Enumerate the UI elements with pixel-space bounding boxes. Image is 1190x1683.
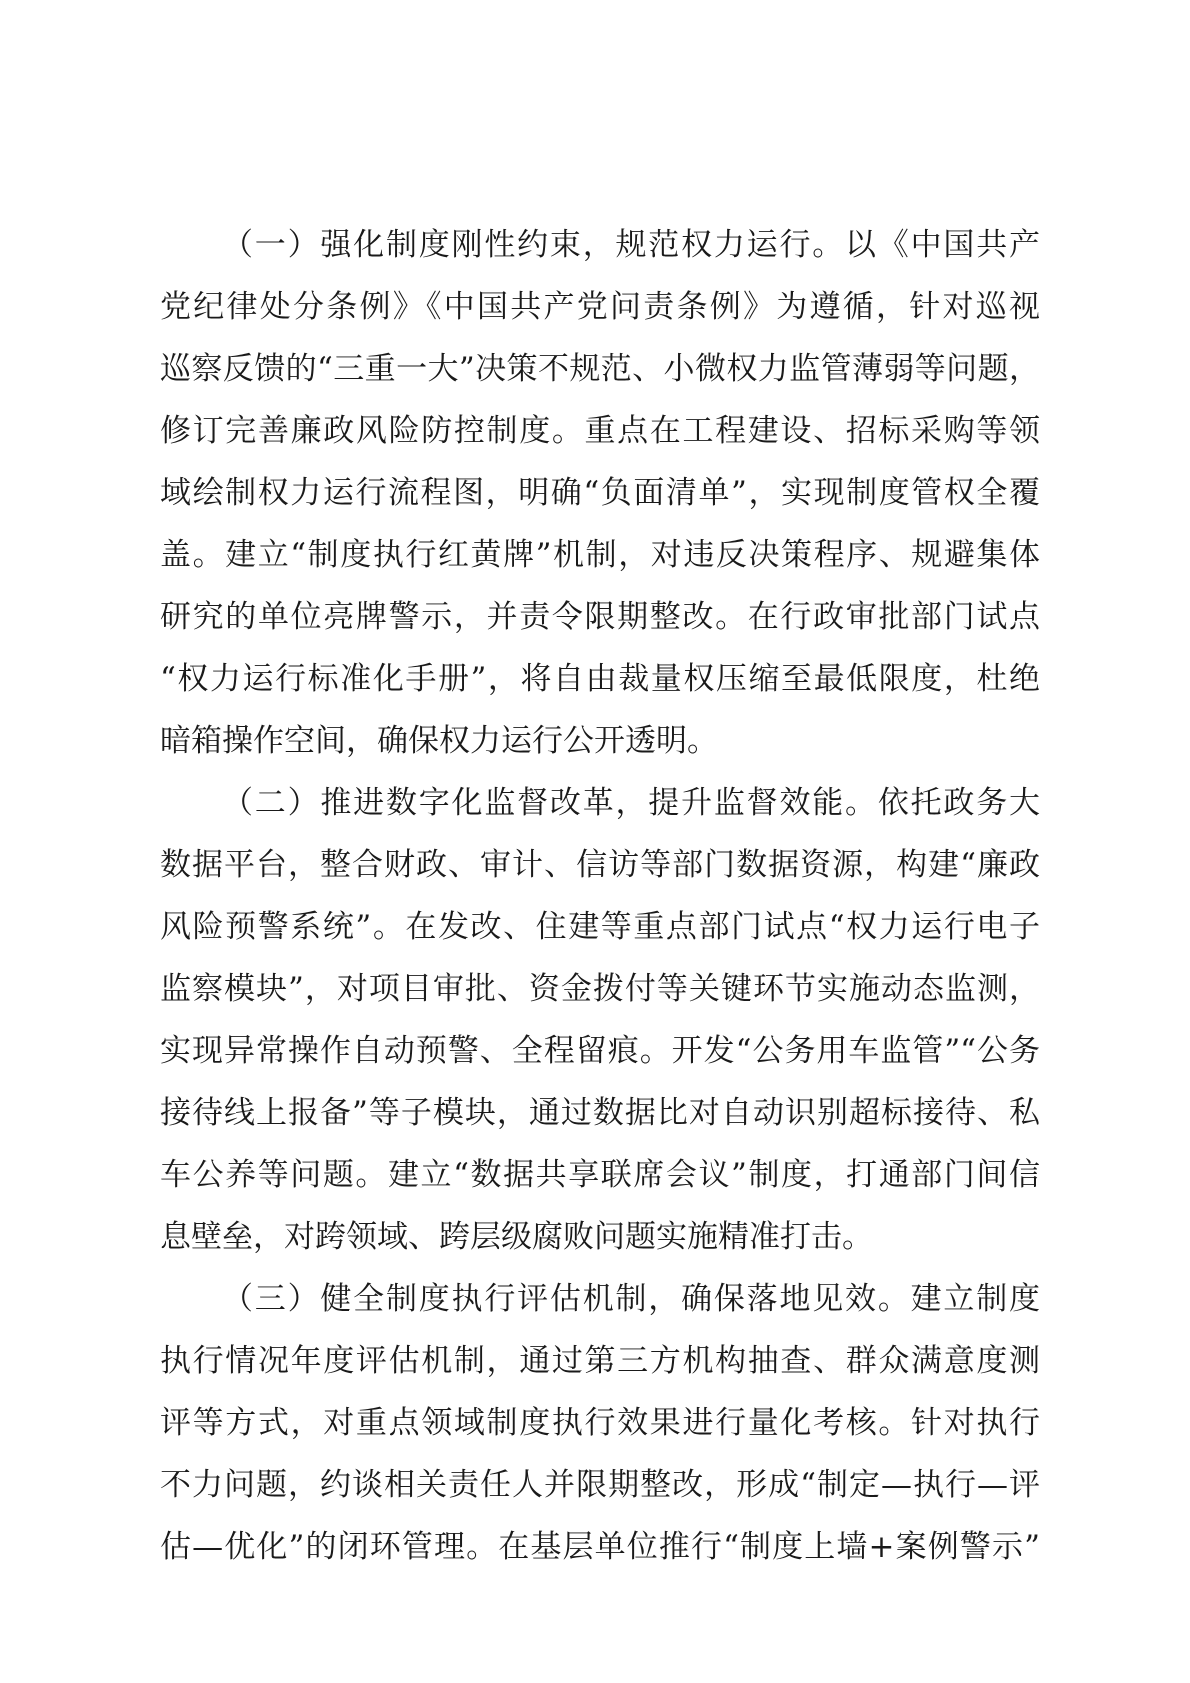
paragraph-1-line-3: 巡察反馈的“三重一大”决策不规范、小微权力监管薄弱等问题， — [160, 351, 1040, 387]
paragraph-1-line-5: 域绘制权力运行流程图，明确“负面清单”，实现制度管权全覆 — [160, 475, 1040, 511]
paragraph-1-line-8: “权力运行标准化手册”，将自由裁量权压缩至最低限度，杜绝 — [160, 661, 1040, 697]
paragraph-2-line-8: 息壁垒，对跨领域、跨层级腐败问题实施精准打击。 — [160, 1219, 873, 1255]
paragraph-3-line-2: 执行情况年度评估机制，通过第三方机构抽查、群众满意度测 — [160, 1343, 1040, 1379]
paragraph-2-line-6: 接待线上报备”等子模块，通过数据比对自动识别超标接待、私 — [160, 1095, 1040, 1131]
paragraph-2-line-4: 监察模块”，对项目审批、资金拨付等关键环节实施动态监测， — [160, 971, 1040, 1007]
paragraph-1-line-2: 党纪律处分条例》《中国共产党问责条例》为遵循，针对巡视 — [160, 289, 1040, 325]
paragraph-3-line-3: 评等方式，对重点领域制度执行效果进行量化考核。针对执行 — [160, 1405, 1040, 1441]
document-body — [160, 214, 1040, 1578]
paragraph-2-line-2: 数据平台，整合财政、审计、信访等部门数据资源，构建“廉政 — [160, 847, 1040, 883]
paragraph-2-line-1: （二）推进数字化监督改革，提升监督效能。依托政务大 — [222, 785, 1040, 821]
paragraph-2-line-3: 风险预警系统”。在发改、住建等重点部门试点“权力运行电子 — [160, 909, 1040, 945]
paragraph-1-line-7: 研究的单位亮牌警示，并责令限期整改。在行政审批部门试点 — [160, 599, 1040, 635]
paragraph-2-line-5: 实现异常操作自动预警、全程留痕。开发“公务用车监管”“公务 — [160, 1033, 1040, 1069]
paragraph-1-line-9: 暗箱操作空间，确保权力运行公开透明。 — [160, 723, 718, 759]
paragraph-2-line-7: 车公养等问题。建立“数据共享联席会议”制度，打通部门间信 — [160, 1157, 1040, 1193]
paragraph-1-line-4: 修订完善廉政风险防控制度。重点在工程建设、招标采购等领 — [160, 413, 1040, 449]
paragraph-3-line-1: （三）健全制度执行评估机制，确保落地见效。建立制度 — [222, 1281, 1040, 1317]
paragraph-3-line-4: 不力问题，约谈相关责任人并限期整改，形成“制定—执行—评 — [160, 1467, 1040, 1503]
paragraph-1-line-1: （一）强化制度刚性约束，规范权力运行。以《中国共产 — [222, 227, 1040, 263]
paragraph-3-line-5: 估—优化”的闭环管理。在基层单位推行“制度上墙+案例警示” — [160, 1529, 1040, 1565]
paragraph-1-line-6: 盖。建立“制度执行红黄牌”机制，对违反决策程序、规避集体 — [160, 537, 1040, 573]
